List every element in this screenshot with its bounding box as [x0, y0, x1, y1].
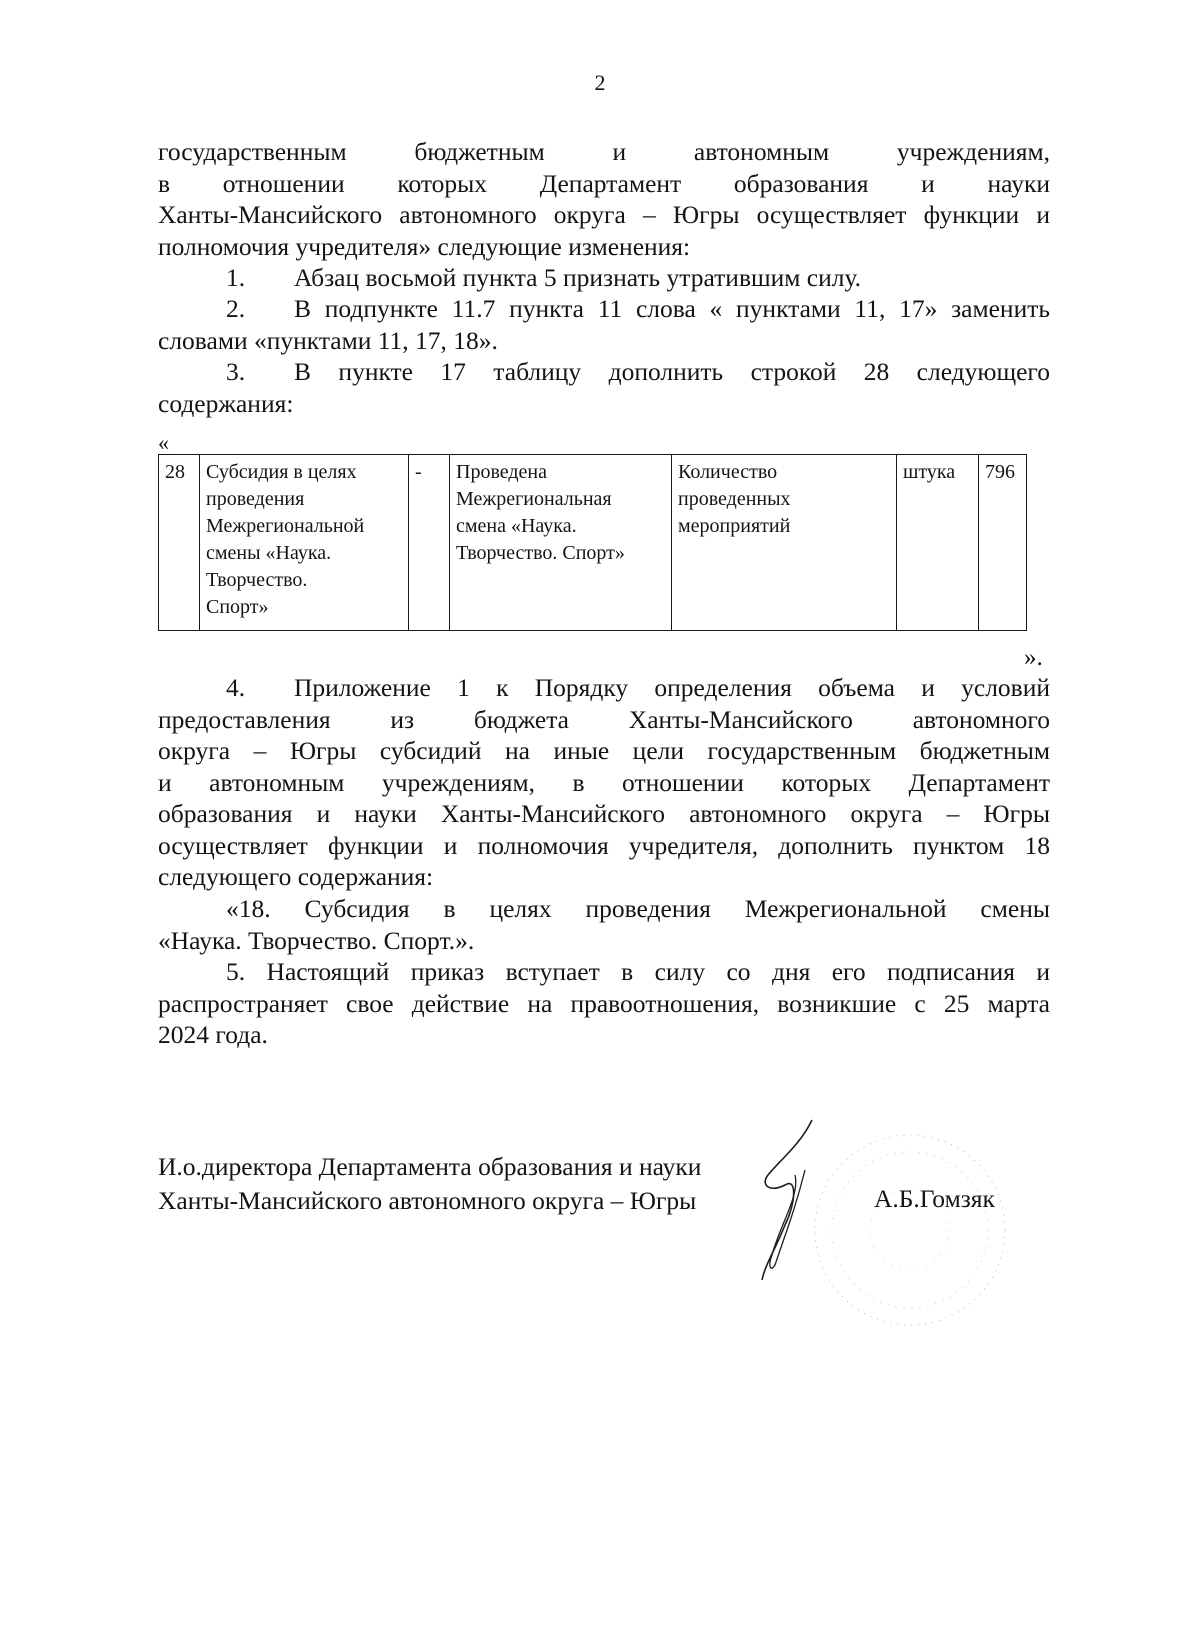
handwritten-signature [750, 1115, 840, 1285]
signatory-title-line: И.о.директора Департамента образования и науки [158, 1152, 702, 1181]
item-1-number: 1. [226, 263, 246, 292]
item-3-text: В пункте 17 таблицу дополнить строкой 28 следующего [294, 357, 1050, 386]
open-quote: « [158, 430, 169, 455]
cell-result: Проведена Межрегиональная смена «Наука. Творчество. Спорт» [450, 455, 672, 631]
item-5-text: 5. Настоящий приказ вступает в силу со дня его подписания и [226, 957, 1050, 986]
cell-indicator: Количество проведенных мероприятий [672, 455, 897, 631]
item-4-text: Приложение 1 к Порядку определения объема и условий [294, 673, 1050, 702]
signatory-title [158, 1150, 701, 1218]
cell-value: 796 [979, 455, 1027, 631]
intro-line: Ханты-Мансийского автономного округа – Югры осуществляет функции и [158, 200, 1050, 229]
intro-line: в отношении которых Департамент образования и науки [158, 168, 1050, 198]
cell-number: 28 [159, 455, 200, 631]
item-5-text-end: 2024 года. [158, 1020, 268, 1049]
cell-unit: штука [897, 455, 979, 631]
item-2 [158, 293, 1050, 356]
item-3-text-cont: содержания: [158, 388, 294, 418]
item-5 [158, 956, 1050, 1051]
signatory-name: А.Б.Гомзяк [874, 1184, 995, 1213]
item-4-line: и автономным учреждениям, в отношении которых Департамент [158, 767, 1050, 797]
item-4-line: округа – Югры субсидий на иные цели государственным бюджетным [158, 736, 1050, 765]
inserted-table [158, 454, 1027, 631]
item-4 [158, 672, 1050, 893]
page-number: 2 [594, 70, 606, 95]
item-3-number: 3. [226, 357, 246, 386]
point-18-text: «18. Субсидия в целях проведения Межрегиональной смены [226, 894, 1050, 923]
point-18-text-cont: «Наука. Творчество. Спорт.». [158, 925, 475, 955]
item-5-text-cont: распространяет свое действие на правоотношения, возникшие с 25 марта [158, 988, 1050, 1018]
item-1-text: Абзац восьмой пункта 5 признать утратившим силу. [294, 263, 862, 292]
intro-paragraph [158, 136, 1050, 262]
close-quote: ». [1024, 644, 1043, 671]
signatory-title-line: Ханты-Мансийского автономного округа – Югры [158, 1186, 697, 1215]
cell-name: Субсидия в целях проведения Межрегиональной смены «Наука. Творчество. Спорт» [200, 455, 409, 631]
item-1 [158, 262, 1050, 294]
item-2-number: 2. [226, 294, 246, 323]
item-4-line: осуществляет функции и полномочия учредителя, дополнить пунктом 18 [158, 830, 1050, 860]
item-3 [158, 356, 1050, 419]
intro-line: государственным бюджетным и автономным учреждениям, [158, 137, 1050, 166]
item-4-number: 4. [226, 673, 246, 702]
intro-line: полномочия учредителя» следующие изменения: [158, 231, 691, 261]
item-4-line: предоставления из бюджета Ханты-Мансийского автономного [158, 704, 1050, 734]
cell-dash: - [409, 455, 450, 631]
item-4-line: следующего содержания: [158, 862, 434, 891]
item-2-text: В подпункте 11.7 пункта 11 слова « пунктами 11, 17» заменить [294, 294, 1050, 323]
point-18-quote [158, 893, 1050, 956]
item-2-text-cont: словами «пунктами 11, 17, 18». [158, 325, 498, 355]
table-row [159, 455, 1027, 631]
item-4-line: образования и науки Ханты-Мансийского автономного округа – Югры [158, 799, 1050, 828]
